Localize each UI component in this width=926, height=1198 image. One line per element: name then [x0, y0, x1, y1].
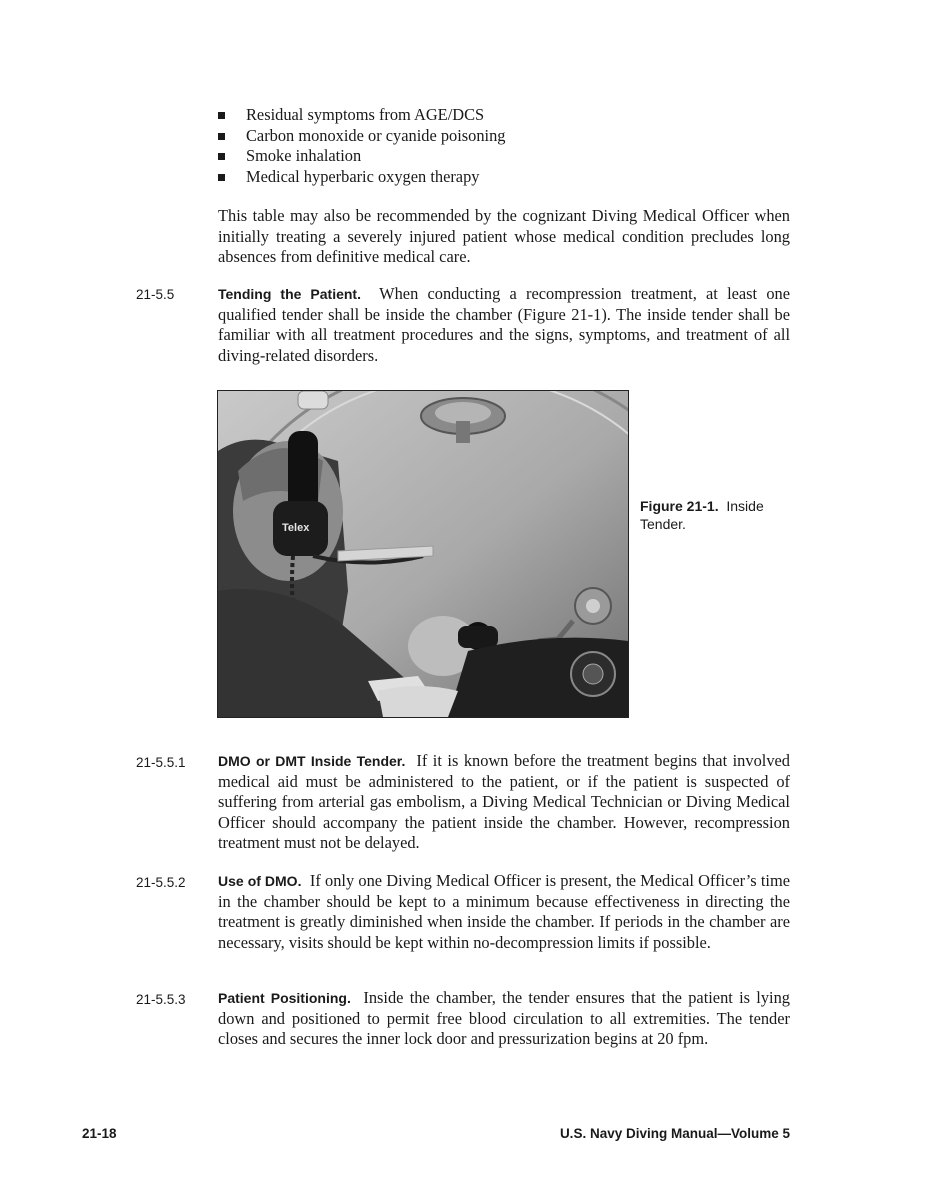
bullet-square-icon	[218, 133, 225, 140]
bullet-square-icon	[218, 153, 225, 160]
figure-caption	[640, 497, 790, 533]
section-number: 21-5.5.1	[136, 755, 186, 770]
section-number: 21-5.5.2	[136, 875, 186, 890]
intro-paragraph: This table may also be recommended by the cognizant Diving Medical Officer when initially treating a severely injured patient whose medical condition precludes long absences from definitive medical care.	[218, 206, 790, 266]
section-text: When conducting a recompression treatment, at least one qualified tender shall be inside the chamber (Figure 21-1). The inside tender shall be familiar with all treatment procedures and the signs, symptoms, and treatment of all diving-related disorders.	[218, 284, 790, 365]
section-number: 21-5.5.3	[136, 992, 186, 1007]
figure-label: Figure 21-1.	[640, 498, 719, 514]
inside-tender-photo	[218, 391, 628, 717]
bullet-list	[218, 105, 778, 187]
section-heading: Tending the Patient.	[218, 286, 361, 302]
section-number: 21-5.5	[136, 287, 175, 302]
figure-caption-text: Inside Tender.	[640, 498, 764, 532]
section-heading: Patient Positioning.	[218, 990, 351, 1006]
section-text: Inside the chamber, the tender ensures that the patient is lying down and positioned to permit free blood circulation to all extremities. The tender closes and secures the inner lock door and pressurization begins at 20 fpm.	[218, 988, 790, 1048]
section-text: If only one Diving Medical Officer is present, the Medical Officer’s time in the chamber should be kept to a minimum because effectiveness in directing the treatment is greatly diminished when inside the chamber. If periods in the chamber are necessary, visits should be kept within no-decompression limits if possible.	[218, 871, 791, 952]
figure-photo	[217, 390, 629, 718]
section-tending-the-patient	[218, 284, 790, 366]
page-number: 21-18	[82, 1126, 117, 1141]
section-heading: Use of DMO.	[218, 873, 302, 889]
headset-label: Telex	[282, 522, 310, 534]
list-item: Carbon monoxide or cyanide poisoning	[218, 126, 778, 147]
bullet-square-icon	[218, 174, 225, 181]
section-use-of-dmo	[218, 871, 790, 953]
bullet-square-icon	[218, 112, 225, 119]
section-patient-positioning	[218, 988, 790, 1050]
section-text: If it is known before the treatment begins that involved medical aid must be administered to the patient, or if the patient is suspected of suffering from arterial gas embolism, a Diving Medical Technician or Diving Medical Officer should accompany the patient inside the chamber. However, recompression treatment must not be delayed.	[218, 751, 790, 852]
manual-title: U.S. Navy Diving Manual—Volume 5	[559, 1126, 790, 1141]
section-dmo-or-dmt-inside-tender	[218, 751, 790, 854]
list-item: Residual symptoms from AGE/DCS	[218, 105, 778, 126]
section-heading: DMO or DMT Inside Tender.	[218, 753, 406, 769]
list-item: Smoke inhalation	[218, 146, 778, 167]
list-item: Medical hyperbaric oxygen therapy	[218, 167, 778, 188]
